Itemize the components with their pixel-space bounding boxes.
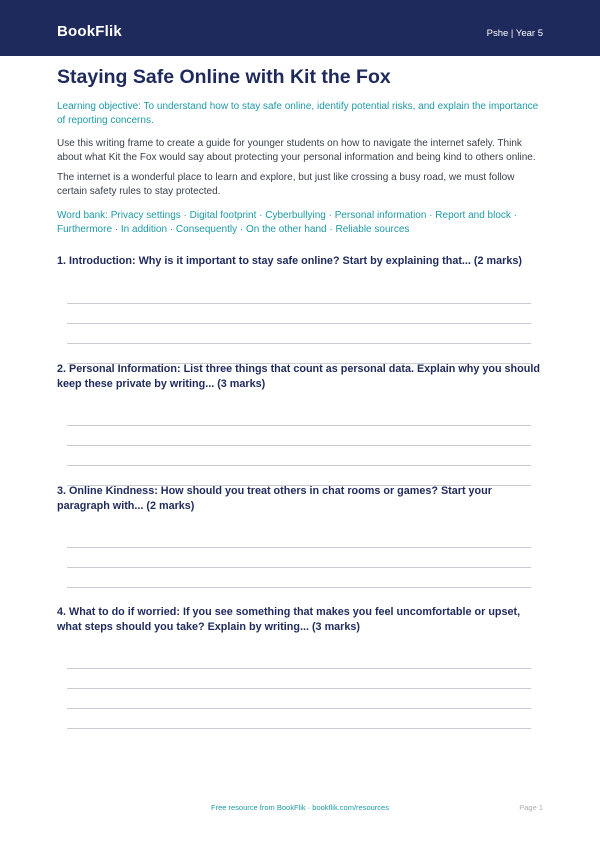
- word-bank: Word bank: Privacy settings · Digital footprint · Cyberbullying · Personal information · Report and block · Furthermore · In addition · Consequently · On the other hand · Reliable sources: [57, 210, 518, 235]
- answer-line[interactable]: [67, 343, 531, 344]
- answer-line[interactable]: [67, 425, 531, 426]
- answer-line[interactable]: [67, 323, 531, 324]
- question-2: 2. Personal Information: List three things that count as personal data. Explain why you should keep these private by writing... (3 marks): [57, 363, 540, 390]
- answer-line[interactable]: [67, 465, 531, 466]
- answer-line[interactable]: [67, 728, 531, 729]
- question-4: 4. What to do if worried: If you see something that makes you feel uncomfortable or upset, what steps should you take? Explain by writing... (3 marks): [57, 606, 521, 633]
- answer-line[interactable]: [67, 567, 531, 568]
- footer-credit: Free resource from BookFlik · bookflik.com/resources: [211, 803, 389, 812]
- brand-logo: BookFlik: [57, 23, 122, 40]
- answer-line[interactable]: [67, 688, 531, 689]
- subject-year-label: Pshe | Year 5: [486, 28, 543, 39]
- answer-line[interactable]: [67, 708, 531, 709]
- answer-line[interactable]: [67, 303, 531, 304]
- answer-line[interactable]: [67, 547, 531, 548]
- page-title: Staying Safe Online with Kit the Fox: [57, 66, 391, 88]
- context-paragraph: The internet is a wonderful place to learn and explore, but just like crossing a busy road, we must follow certain safety rules to stay protected.: [57, 172, 515, 197]
- answer-line[interactable]: [67, 668, 531, 669]
- answer-line[interactable]: [67, 587, 531, 588]
- question-3: 3. Online Kindness: How should you treat others in chat rooms or games? Start your paragraph with... (2 marks): [57, 485, 492, 512]
- page-header: [0, 0, 600, 56]
- learning-objective: Learning objective: To understand how to stay safe online, identify potential risks, and explain the importance of reporting concerns.: [57, 101, 539, 126]
- intro-paragraph: Use this writing frame to create a guide for younger students on how to navigate the internet safely. Think about what Kit the Fox would say about protecting your personal information and being kind to others online.: [57, 138, 536, 163]
- page-number: Page 1: [519, 803, 543, 812]
- question-1: 1. Introduction: Why is it important to stay safe online? Start by explaining that... (2 marks): [57, 255, 522, 267]
- answer-line[interactable]: [67, 445, 531, 446]
